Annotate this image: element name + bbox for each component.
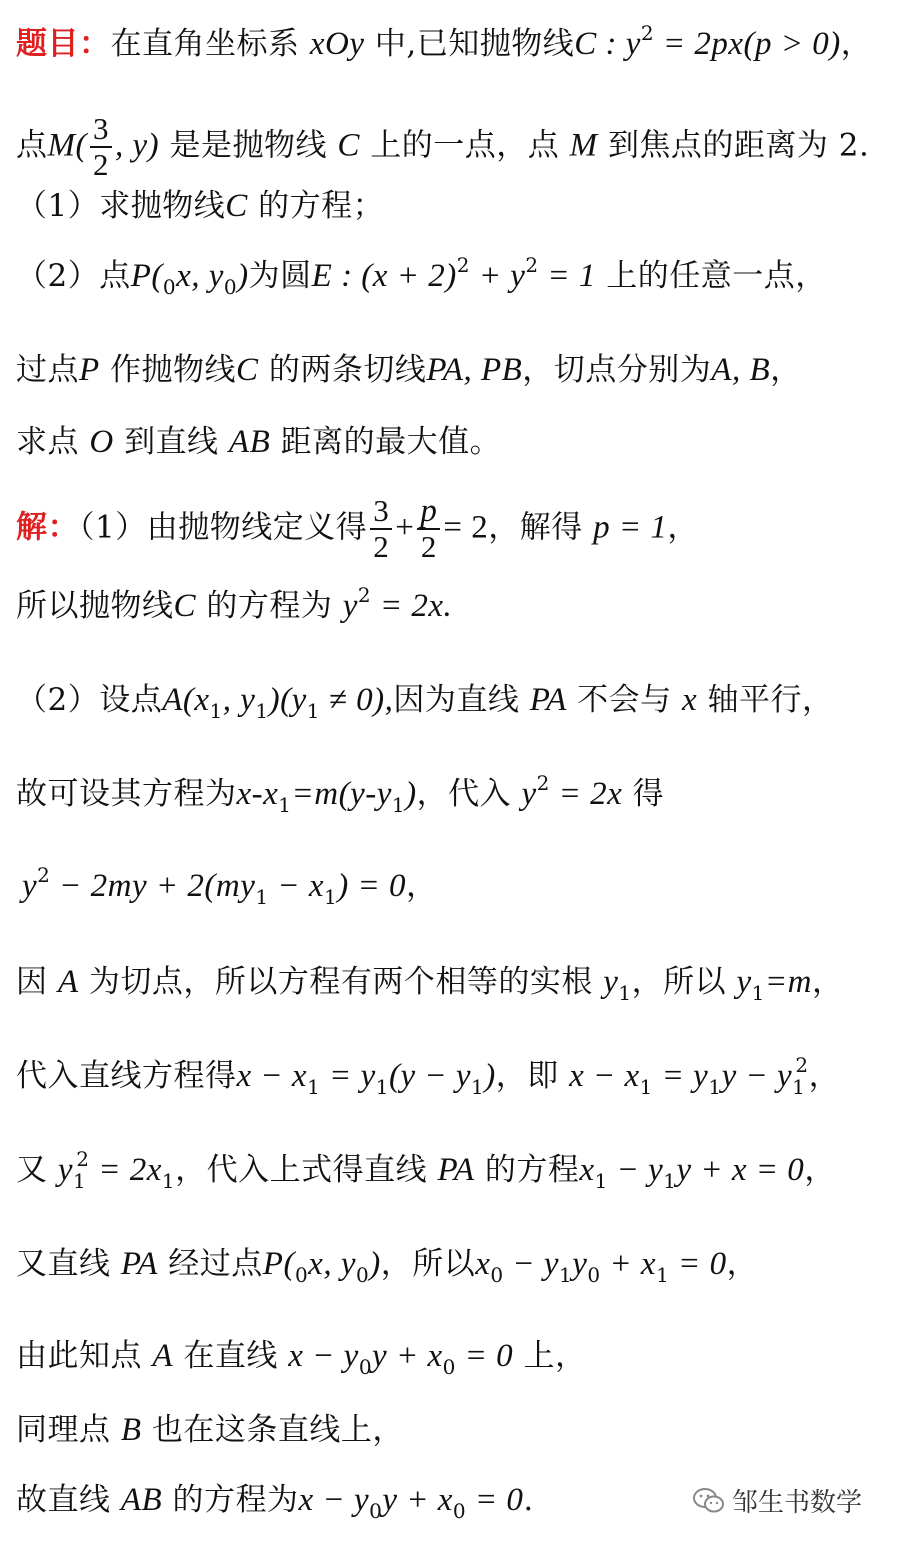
- fraction: $\frac{p}{2}$: [417, 494, 440, 564]
- solution-line-7: 代入直线方程得$x - x_1 = y_1(y - y_1)$，即 $x - x_1 = y_1y - y_1^2$，: [16, 1053, 841, 1099]
- problem-line-4: （2）点$P(_0x$, $y_0$)为圆E : $(x + 2)^2 + y^2 = 1$ 上的任意一点，: [16, 253, 827, 299]
- fraction: $\frac{3}{2}$: [370, 494, 392, 564]
- solution-line-6: 因 A 为切点，所以方程有两个相等的实根 $y_1$，所以 $y_1=m$，: [16, 964, 844, 1005]
- solution-line-12: 故直线 AB 的方程为$x - y_0y + x_0 = 0$.: [16, 1482, 534, 1523]
- wechat-icon: [692, 1486, 726, 1516]
- solution-line-1: 解：（1）由抛物线定义得 $\frac{3}{2}$ + $\frac{p}{2}$ = 2，解得 p = 1，: [16, 493, 699, 564]
- solution-line-9: 又直线 PA 经过点$P(_0x$, $y_0$)，所以$x_0 - y_1y_0 + x_1 = 0$，: [16, 1246, 759, 1287]
- solution-label: 解：: [16, 509, 79, 546]
- solution-line-5: $y^2 - 2my + 2(my_1 - x_1) = 0$，: [22, 863, 438, 909]
- solution-line-10: 由此知点 A 在直线 $x - y_0y + x_0 = 0$ 上，: [16, 1338, 587, 1379]
- solution-line-8: 又 $y_1^2 = 2x_1$，代入上式得直线 PA 的方程$x_1 - y_1y + x = 0$，: [16, 1147, 836, 1193]
- solution-line-2: 所以抛物线C 的方程为 $y^2 = 2x$.: [16, 583, 453, 624]
- fraction: $\frac{3}{2}$: [90, 112, 112, 182]
- watermark-text: 邹生书数学: [732, 1488, 863, 1518]
- problem-line-6: 求点 O 到直线 AB 距离的最大值。: [16, 424, 502, 460]
- problem-line-2: 点M( $\frac{3}{2}$ , y) 是是抛物线 C 上的一点，点 M 到焦点的距离为 2.: [16, 111, 870, 182]
- problem-label: 题目：: [16, 26, 111, 62]
- solution-line-3: （2）设点$A(x_1$, $y_1)(y_1 \ne 0)$,因为直线 PA 不会与 x 轴平行，: [16, 682, 834, 723]
- watermark: [692, 1482, 862, 1519]
- solution-line-11: 同理点 B 也在这条直线上，: [16, 1412, 404, 1448]
- problem-line-3: （1）求抛物线C 的方程；: [16, 188, 385, 224]
- problem-line-5: 过点P 作抛物线C 的两条切线PA, PB，切点分别为A, B，: [16, 352, 802, 388]
- solution-line-4: 故可设其方程为$x-x_1=m(y-y_1)$，代入 $y^2 = 2x$ 得: [16, 771, 665, 817]
- problem-line-1: 题目：在直角坐标系 xOy 中,已知抛物线C : $y^2 = 2px(p > 0)$，: [16, 21, 873, 62]
